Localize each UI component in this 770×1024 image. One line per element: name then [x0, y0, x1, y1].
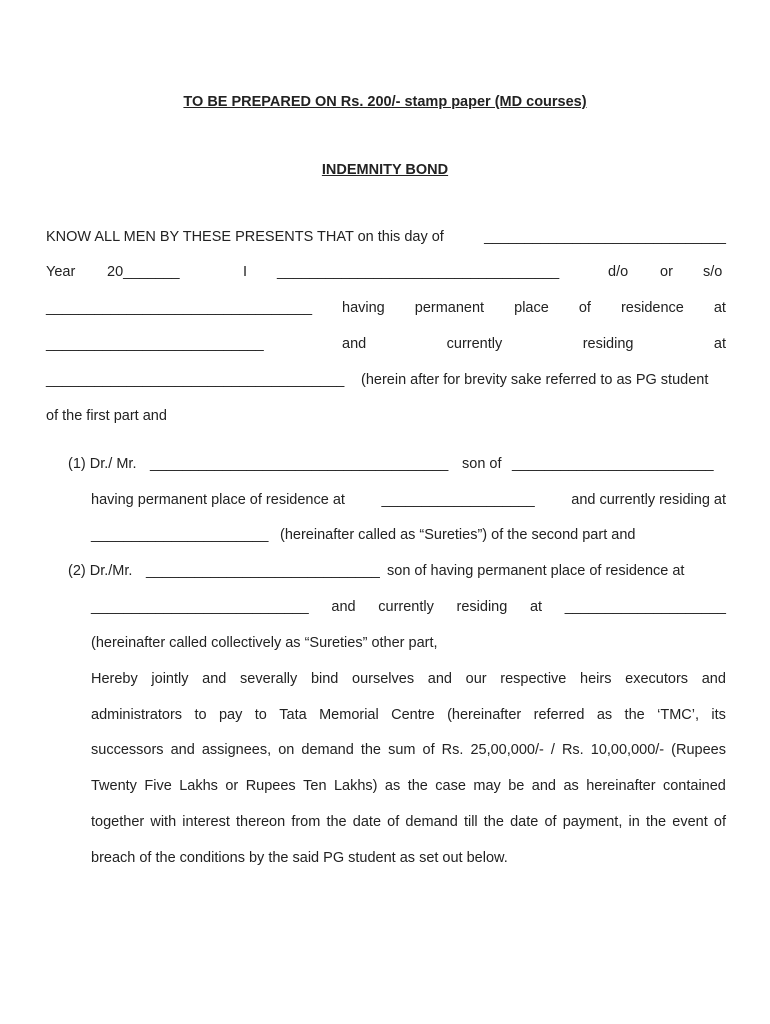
so-label: s/o [703, 264, 723, 280]
surety1-prefix: (1) Dr./ Mr. [68, 456, 137, 472]
or-label: or [660, 264, 673, 280]
body-word: as [563, 778, 579, 794]
body-word: event [672, 814, 708, 830]
body-word: the [624, 707, 645, 723]
word: and [342, 336, 367, 352]
body-word: as [384, 778, 401, 794]
word: currently [446, 336, 503, 352]
body-word: date [510, 814, 539, 830]
surety1-residence-line [91, 491, 726, 509]
body-word: on [278, 742, 295, 758]
body-word: interest [182, 814, 230, 830]
body-word: of [387, 814, 400, 830]
first-part-text: of the first part and [46, 408, 167, 424]
body-word: and [170, 742, 195, 758]
body-word: and [427, 671, 452, 687]
body-word: payment, [562, 814, 623, 830]
body-word: the [407, 778, 428, 794]
surety1-residence-text: having permanent place of residence at [91, 492, 345, 508]
body-word: Centre [391, 707, 435, 723]
presents-text: KNOW ALL MEN BY THESE PRESENTS THAT on this day of [46, 229, 444, 245]
body-word: the [645, 814, 667, 830]
word: and [331, 599, 356, 615]
body-word: Rs. [561, 742, 584, 758]
body-word: Lakhs [179, 778, 218, 794]
surety2-currently-line [91, 598, 726, 616]
body-word: the [483, 814, 504, 830]
body-line-6: breach of the conditions by the said PG student as set out below. [91, 850, 508, 866]
body-word: to [254, 707, 267, 723]
surety2-other-part: (hereinafter called collectively as “Sureties” other part, [91, 635, 438, 651]
word: having [342, 300, 385, 316]
body-word: severally [240, 671, 298, 687]
body-word: Ten [303, 778, 327, 794]
do-label: d/o [608, 264, 629, 280]
body-word: Rupees [245, 778, 296, 794]
surety1-current-blank: ______________________ [91, 527, 269, 543]
body-word: / [550, 742, 555, 758]
body-word: our [465, 671, 487, 687]
body-word: sum [388, 742, 416, 758]
word: residence [620, 300, 684, 316]
body-word: Lakhs) [333, 778, 378, 794]
word: at [713, 300, 726, 316]
surety2-name-blank: _____________________________ [146, 563, 380, 579]
body-line-3 [91, 741, 726, 759]
document-title: TO BE PREPARED ON Rs. 200/- stamp paper (MD courses) [183, 94, 587, 110]
body-word: to [194, 707, 207, 723]
year-label: Year [46, 264, 76, 280]
surety2-prefix: (2) Dr./Mr. [68, 563, 133, 579]
body-line-1 [91, 670, 726, 688]
document-heading: INDEMNITY BOND [321, 162, 449, 178]
body-word: thereon [236, 814, 286, 830]
body-word: may [473, 778, 501, 794]
body-word: ourselves [352, 671, 415, 687]
body-word: Tata [279, 707, 307, 723]
body-word: ‘TMC’, [657, 707, 700, 723]
body-word: or [225, 778, 239, 794]
word: permanent [414, 300, 485, 316]
body-word: (hereinafter [447, 707, 522, 723]
parent-blank: _________________________________ [46, 300, 313, 316]
surety2-residence-blank: ___________________________ [91, 599, 309, 615]
name-blank: ___________________________________ [277, 264, 560, 280]
residence-blank: ___________________________ [46, 336, 264, 352]
body-word: of [713, 814, 726, 830]
word: of [578, 300, 591, 316]
current-residence-blank: _____________________________________ [46, 372, 345, 388]
body-word: hereinafter [586, 778, 656, 794]
body-word: its [711, 707, 726, 723]
body-word: Twenty [91, 778, 137, 794]
surety2-current-blank: ____________________ [564, 599, 726, 615]
surety1-name-blank: _____________________________________ [150, 456, 449, 472]
word: residing [582, 336, 634, 352]
body-word: and [701, 671, 726, 687]
body-word: of [544, 814, 557, 830]
surety2-residence-line [387, 562, 726, 580]
surety1-currently-text: and currently residing at [571, 492, 726, 508]
body-word: with [150, 814, 177, 830]
body-word: Hereby [91, 671, 138, 687]
body-word: (Rupees [671, 742, 726, 758]
surety1-residence-blank: ___________________ [381, 492, 535, 508]
body-word: jointly [151, 671, 189, 687]
body-word: 25,00,000/- [470, 742, 544, 758]
body-word: be [508, 778, 525, 794]
body-word: Five [144, 778, 172, 794]
body-word: successors [91, 742, 164, 758]
body-line-5 [91, 813, 726, 831]
body-word: pay [218, 707, 243, 723]
i-label: I [243, 264, 248, 280]
body-word: referred [533, 707, 585, 723]
body-word: and [202, 671, 227, 687]
body-word: case [435, 778, 466, 794]
body-word: together [91, 814, 145, 830]
line-permanent [342, 299, 726, 317]
body-word: executors [625, 671, 689, 687]
body-line-2 [91, 706, 726, 724]
word: at [529, 599, 543, 615]
body-word: demand [301, 742, 354, 758]
body-word: respective [500, 671, 567, 687]
body-word: the [326, 814, 347, 830]
body-word: 10,00,000/- [590, 742, 665, 758]
body-word: in [628, 814, 640, 830]
body-word: contained [662, 778, 726, 794]
body-word: date [352, 814, 382, 830]
body-word: Rs. [441, 742, 464, 758]
line-currently [342, 335, 726, 353]
body-word: administrators [91, 707, 183, 723]
body-word: demand [405, 814, 458, 830]
body-word: and [531, 778, 556, 794]
surety1-father-blank: _________________________ [512, 456, 714, 472]
year-blank: 20_______ [107, 264, 180, 280]
body-word: till [463, 814, 478, 830]
word: residing [456, 599, 508, 615]
body-word: the [360, 742, 382, 758]
body-line-4 [91, 777, 726, 795]
word: at [713, 336, 726, 352]
pg-student-text: (herein after for brevity sake referred to as PG student [361, 372, 709, 388]
day-blank: ______________________________ [484, 229, 726, 245]
body-word: of [422, 742, 435, 758]
body-word: Memorial [319, 707, 379, 723]
body-word: assignees, [201, 742, 272, 758]
body-word: as [596, 707, 613, 723]
word: place [514, 300, 549, 316]
line-presents [46, 228, 726, 246]
word: currently [378, 599, 434, 615]
body-word: from [291, 814, 321, 830]
surety1-son-of: son of [462, 456, 502, 472]
surety2-residence-text: son of having permanent place of residence at [387, 563, 685, 579]
body-word: heirs [580, 671, 612, 687]
surety1-second-part: (hereinafter called as “Sureties”) of the second part and [280, 527, 636, 543]
body-word: bind [310, 671, 339, 687]
